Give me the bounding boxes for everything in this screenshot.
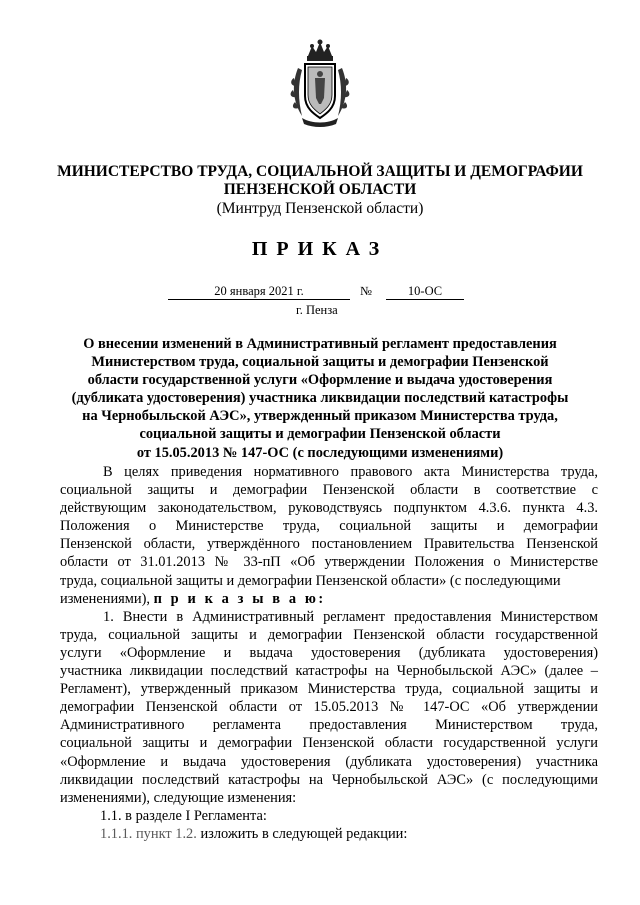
paragraph-line: «Оформление и выдача удостоверения (дубликата удостоверения) участника	[60, 753, 598, 770]
order-number: 10-ОС	[386, 284, 464, 300]
paragraph-line: действующим законодательством, руководствуясь подпунктом 4.3.6. пункта 4.3.	[60, 500, 598, 517]
ministry-name-line-1: МИНИСТЕРСТВО ТРУДА, СОЦИАЛЬНОЙ ЗАЩИТЫ И ДЕМОГРАФИИ	[57, 163, 583, 180]
order-subject	[60, 335, 580, 462]
ministry-name-line-2: ПЕНЗЕНСКОЙ ОБЛАСТИ	[223, 181, 417, 198]
paragraph-line: труда, социальной защиты и демографии Пензенской области государственной	[60, 626, 598, 643]
item-number: 1.1.1. пункт 1.2.	[100, 825, 197, 842]
subject-line: на Чернобыльской АЭС», утвержденный приказом Министерства труда,	[82, 408, 558, 425]
subject-line: области государственной услуги «Оформление и выдача удостоверения	[87, 372, 553, 389]
paragraph-line: труда, социальной защиты и демографии Пензенской области» (с последующими	[60, 572, 561, 589]
subject-line: Министерством труда, социальной защиты и демографии Пензенской	[91, 354, 549, 371]
paragraph-line: Положения о Министерстве труда, социальной защиты и демографии	[60, 518, 598, 535]
paragraph-line: области от 31.01.2013 № 33-пП «Об утверждении Положения о Министерстве	[60, 554, 598, 571]
order-body	[60, 463, 598, 843]
paragraph-line: социальной защиты и демографии Пензенской области государственной услуги	[60, 735, 598, 752]
paragraph-text: изменениями),	[60, 590, 154, 607]
paragraph-line: ликвидации последствий катастрофы на Чернобыльской АЭС» (с последующими	[60, 771, 598, 788]
paragraph-line: Регламент), утвержденный приказом Министерства труда, социальной защиты и	[60, 681, 598, 698]
paragraph-line: Пензенской области, утверждённого постановлением Правительства Пензенской	[60, 536, 598, 553]
paragraph-line: услуги «Оформление и выдача удостоверения (дубликата удостоверения)	[60, 644, 598, 661]
number-sign: №	[360, 284, 372, 298]
paragraph-line: демографии Пензенской области от 15.05.2013 № 147-ОС «Об утверждении	[60, 699, 598, 716]
ministry-short-name: (Минтруд Пензенской области)	[216, 200, 424, 217]
paragraph-line: участника ликвидации последствий катастрофы на Чернобыльской АЭС» (далее –	[60, 663, 598, 680]
subject-line: (дубликата удостоверения) участника ликвидации последствий катастрофы	[71, 390, 569, 407]
paragraph-line-last	[60, 590, 598, 608]
paragraph-line: Административного регламента предоставления Министерством труда,	[60, 717, 598, 734]
order-city: г. Пенза	[296, 303, 338, 317]
order-date: 20 января 2021 г.	[168, 284, 350, 300]
paragraph-line: 1. Внести в Административный регламент предоставления Министерством	[103, 608, 598, 625]
list-item-1-1-1	[60, 825, 598, 843]
subject-line: от 15.05.2013 № 147-ОС (с последующими изменениями)	[136, 444, 504, 461]
order-directive: п р и к а з ы в а ю:	[153, 590, 326, 607]
list-item-1-1: 1.1. в разделе I Регламента:	[100, 807, 267, 824]
coat-of-arms-icon	[288, 38, 352, 130]
subject-line: социальной защиты и демографии Пензенской области	[139, 426, 501, 443]
document-type-title: ПРИКАЗ	[251, 238, 389, 260]
paragraph-line: В целях приведения нормативного правового акта Министерства труда,	[103, 464, 598, 480]
item-text: изложить в следующей редакции:	[196, 825, 408, 842]
paragraph-line: изменениями), следующие изменения:	[60, 789, 297, 806]
paragraph-line: социальной защиты и демографии Пензенской области в соответствие с	[60, 482, 598, 499]
subject-line: О внесении изменений в Административный регламент предоставления	[83, 336, 557, 352]
